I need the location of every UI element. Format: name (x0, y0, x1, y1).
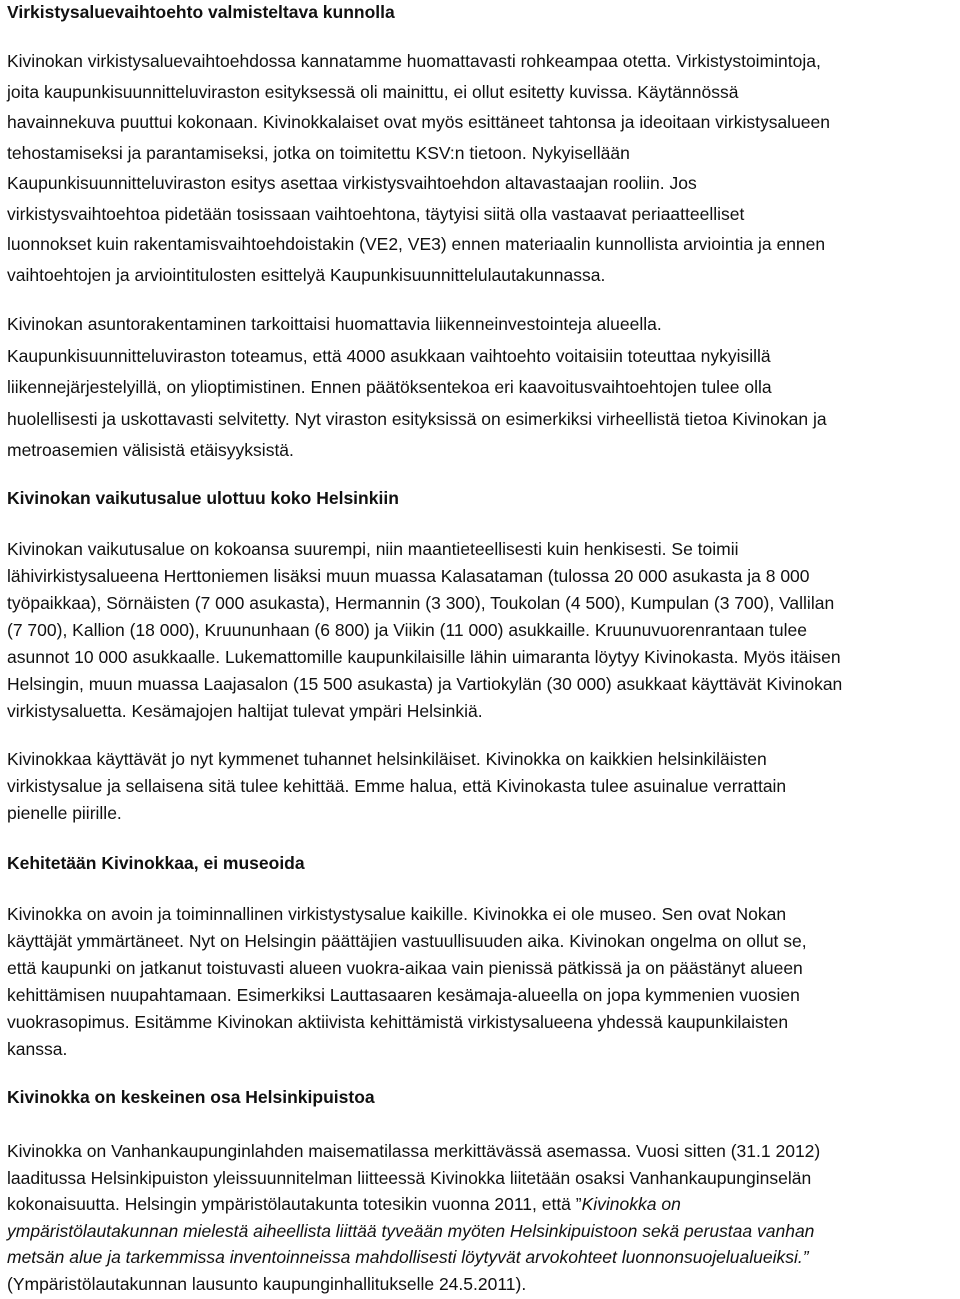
text-line: luonnokset kuin rakentamisvaihtoehdoistakin (VE2, VE3) ennen materiaalin kunnollista arviointia ja ennen (7, 234, 826, 254)
text-line: virkistysaluetta. Kesämajojen haltijat tulevat ympäri Helsinkiä. (7, 701, 483, 721)
paragraph-3 (7, 536, 842, 725)
text-line: huolellisesti ja uskottavasti selvitetty. Nyt viraston esityksissä on esimerkiksi virheellistä tietoa Kivinokan ja (7, 408, 827, 429)
text-line: kehittämisen nuupahtamaan. Esimerkiksi Lauttasaaren kesämaja-alueella on jopa kymmenien vuosien (7, 985, 800, 1005)
text-line: Kivinokan virkistysaluevaihtoehdossa kannatamme huomattavasti rohkeampaa otetta. Virkistystoimintoja, (7, 51, 821, 71)
text-line: Kivinokkaa käyttävät jo nyt kymmenet tuhannet helsinkiläiset. Kivinokka on kaikkien helsinkiläisten (7, 749, 767, 769)
text-line: lähivirkistysalueena Herttoniemen lisäksi muun muassa Kalasataman (tulossa 20 000 asukasta ja 8 000 (7, 566, 810, 586)
text-line: Kaupunkisuunnitteluviraston toteamus, että 4000 asukkaan vaihtoehto voitaisiin toteuttaa nykyisillä (7, 345, 771, 366)
text-line: tehostamiseksi ja parantamiseksi, jotka on toimitettu KSV:n tietoon. Nykyisellään (7, 142, 630, 163)
quoted-text: Kivinokka on (581, 1194, 681, 1214)
text-line: virkistysalue ja sellaisena sitä tulee kehittää. Emme halua, että Kivinokasta tulee asuinalue verrattain (7, 775, 787, 796)
text-line: Kaupunkisuunnitteluviraston esitys asettaa virkistysvaihtoehdon altavastaajan rooliin. Jos (7, 173, 697, 193)
text-line: vaihtoehtojen ja arviointitulosten esittelyä Kaupunkisuunnittelulautakunnassa. (7, 264, 606, 285)
text-line: työpaikkaa), Sörnäisten (7 000 asukasta), Hermannin (3 300), Toukolan (4 500), Kumpulan (3 700), Vallilan (7, 593, 835, 613)
text-line: metroasemien välisistä etäisyyksistä. (7, 440, 294, 460)
text-line: liikennejärjestelyillä, on ylioptimistinen. Ennen päätöksentekoa eri kaavoitusvaihtoehtojen tulee olla (7, 377, 772, 397)
quoted-text-line: ympäristölautakunnan mielestä aiheellista liittää tyveään myöten Helsinkipuistoon sekä perustaa vanhan (7, 1220, 815, 1241)
text-line: laaditussa Helsinkipuiston yleissuunnitelman liitteessä Kivinokka liitetään osaksi Vanhankaupunginselän (7, 1167, 812, 1188)
text-line: virkistysvaihtoehtoa pidetään tosissaan vaihtoehtona, täytyisi siitä olla vastaavat periaatteelliset (7, 203, 745, 224)
text-line: Helsingin, muun muassa Laajasalon (15 500 asukasta) ja Vartiokylän (30 000) asukkaat käyttävät Kivinokan (7, 674, 843, 694)
section-heading-3: Kehitetään Kivinokkaa, ei museoida (7, 853, 305, 873)
text-line: havainnekuva puuttui kokonaan. Kivinokkalaiset ovat myös esittäneet tahtonsa ja ideoitaan virkistysalueen (7, 112, 831, 132)
section-heading-1: Virkistysaluevaihtoehto valmisteltava kunnolla (7, 2, 395, 22)
paragraph-4 (7, 746, 786, 826)
text-line: että kaupunki on jatkanut toistuvasti alueen vuokra-aikaa vain pienissä pätkissä ja on päästänyt alueen (7, 958, 803, 978)
paragraph-6 (7, 1138, 820, 1297)
text-line: kanssa. (7, 1039, 68, 1059)
text-line: Kivinokan vaikutusalue on kokoansa suurempi, niin maantieteellisesti kuin henkisesti. Se toimii (7, 539, 739, 559)
paragraph-5 (7, 901, 807, 1063)
text-line: Kivinokan asuntorakentaminen tarkoittaisi huomattavia liikenneinvestointeja alueella. (7, 314, 662, 334)
text-line: pienelle piirille. (7, 802, 122, 823)
paragraph-1 (7, 46, 830, 290)
paragraph-2 (7, 309, 827, 467)
text-line: (Ympäristölautakunnan lausunto kaupunginhallitukselle 24.5.2011). (7, 1273, 527, 1294)
quoted-text-line: metsän alue ja tarkemmissa inventoinneissa mahdollisesti löytyvät arvokohteet luonnonsuojelualueiksi.” (7, 1247, 809, 1267)
section-heading-2: Kivinokan vaikutusalue ulottuu koko Helsinkiin (7, 488, 399, 508)
text-line: joita kaupunkisuunnitteluviraston esityksessä oli mainittu, ei ollut esitetty kuvissa. Käytännössä (7, 81, 739, 102)
text-line: käyttäjät ymmärtäneet. Nyt on Helsingin päättäjien vastuullisuuden aika. Kivinokan ongelma on ollut se, (7, 931, 807, 951)
text-line: (7 700), Kallion (18 000), Kruununhaan (6 800) ja Viikin (11 000) asukkaille. Kruunuvuorenrantaan tulee (7, 620, 808, 640)
text-line: vuokrasopimus. Esitämme Kivinokan aktiivista kehittämistä virkistysalueena yhdessä kaupunkilaisten (7, 1012, 789, 1032)
text-line: Kivinokka on avoin ja toiminnallinen virkistystysalue kaikille. Kivinokka ei ole museo. Sen ovat Nokan (7, 904, 787, 924)
section-heading-4: Kivinokka on keskeinen osa Helsinkipuistoa (7, 1087, 375, 1107)
text-line: kokonaisuutta. Helsingin ympäristölautakunta totesikin vuonna 2011, että ”Kivinokka on (7, 1194, 681, 1214)
text-line: asunnot 10 000 asukkaalle. Lukemattomille kaupunkilaisille lähin uimaranta löytyy Kivinokasta. Myös itäisen (7, 647, 841, 667)
text-line: Kivinokka on Vanhankaupunginlahden maisematilassa merkittävässä asemassa. Vuosi sitten (31.1 2012) (7, 1141, 821, 1161)
